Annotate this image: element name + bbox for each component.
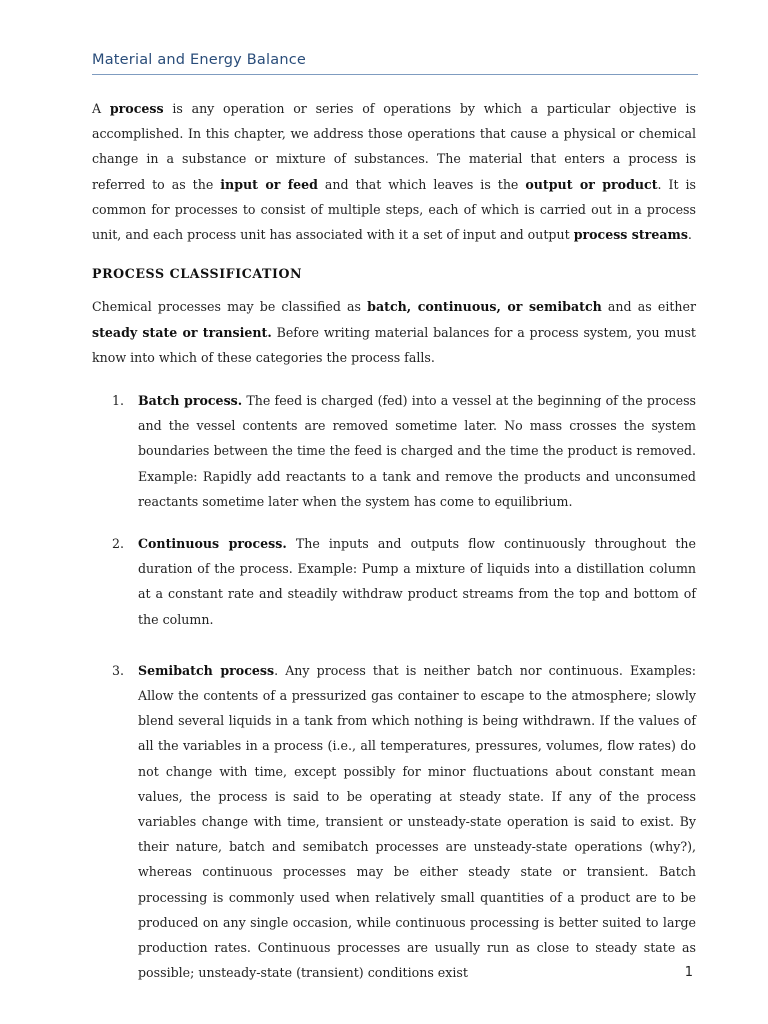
list-item-text: The feed is charged (fed) into a vessel at the beginning of the process and the vessel contents are removed sometime later. No mass crosses the system boundaries between the time the feed is charged and the time the product is removed. Example: Rapidly add reactants to a tank and remove the products and unconsumed reactants sometime later when the system has come to equilibrium. [138, 393, 696, 509]
intro-text-3: and that which leaves is the [317, 176, 526, 192]
class-text-3: Before writing material balances for a process system, you must know into which of these categories the process falls. [92, 324, 696, 365]
term-process-streams: process streams [573, 227, 688, 243]
term-process: process [109, 101, 164, 116]
list-item-text: The inputs and outputs flow continuously throughout the duration of the process. Example: Pump a mixture of liquids into a distillation column at a constant rate and steadily withdraw product streams from the top and bottom of the column. [138, 536, 696, 627]
class-text-1: Chemical processes may be classified as [92, 299, 368, 315]
intro-text-1: A [92, 101, 110, 116]
list-item-title: Continuous process. [138, 536, 287, 552]
list-item-text: . Any process that is neither batch nor continuous. Examples: Allow the contents of a pressurized gas container to escape to the atmosphere; slowly blend several liquids in a tank from which nothing is being withdrawn. If the values of all the variables in a process (i.e., all temperatures, pressures, volumes, flow rates) do not change with time, except possibly for minor fluctuations about constant mean values, the process is said to be operating at steady state. If any of the process variables change with time, transient or unsteady-state operation is said to exist. By their nature, batch and semibatch processes are unsteady-state operations (why?), whereas continuous processes may be either steady state or transient. Batch processing is commonly used when relatively small quantities of a product are to be produced on any single occasion, while continuous processing is better suited to large production rates. Continuous processes are usually run as close to steady state as possible; unsteady-state (transient) conditions exist [138, 662, 696, 981]
list-item-continuous [92, 531, 696, 632]
running-header: Material and Energy Balance [92, 52, 698, 75]
term-input-feed: input or feed [220, 176, 318, 192]
intro-text-4: . It is common for processes to consist of multiple steps, each of which is carried out in a process unit, and each process unit has associated with it a set of input and output [92, 176, 696, 243]
list-number: 3. [112, 662, 125, 678]
process-type-list [92, 388, 696, 985]
term-output-product: output or product [525, 176, 658, 192]
intro-text-2: is any operation or series of operations by which a particular objective is accomplished. In this chapter, we address those operations that cause a physical or chemical change in a substance or mixture of substances. The material that enters a process is referred to as the [92, 101, 696, 192]
class-text-2: and as either [601, 299, 696, 315]
classification-paragraph [92, 294, 696, 370]
list-item-title: Batch process. [138, 393, 243, 409]
intro-text-5: . [687, 227, 692, 243]
term-batch-continuous-semibatch: batch, continuous, or semibatch [367, 299, 602, 315]
page-number: 1 [684, 965, 693, 980]
list-item-semibatch [92, 658, 696, 986]
list-number: 2. [112, 536, 125, 552]
list-item-batch [92, 388, 696, 514]
body-text [92, 96, 696, 986]
section-heading: PROCESS CLASSIFICATION [92, 266, 303, 282]
list-item-title: Semibatch process [138, 662, 275, 678]
intro-paragraph [92, 96, 696, 247]
term-steady-transient: steady state or transient. [92, 324, 272, 340]
list-number: 1. [112, 393, 125, 409]
